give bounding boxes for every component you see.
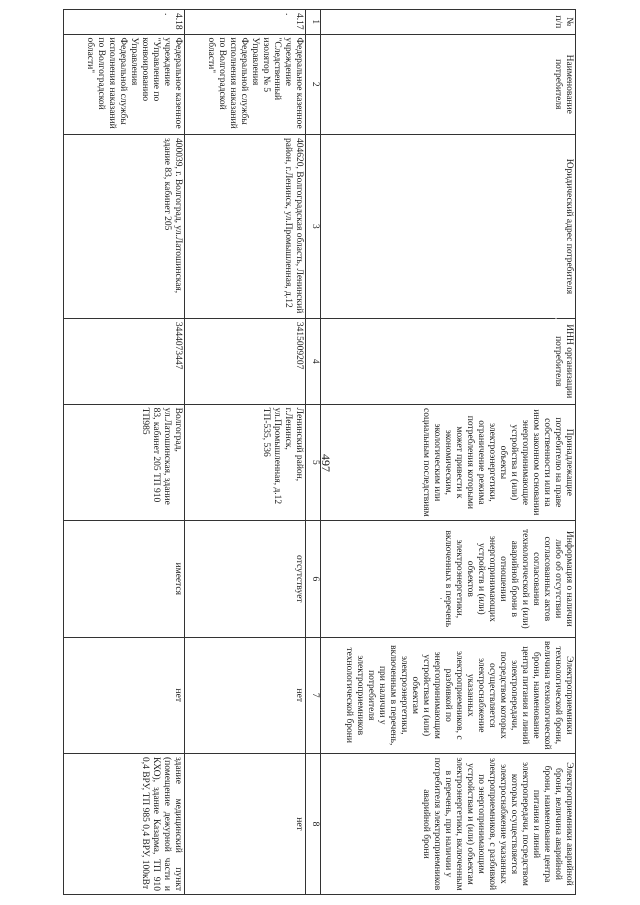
column-number: 7 — [306, 637, 321, 753]
column-number: 8 — [306, 753, 321, 894]
table-row — [64, 10, 185, 895]
column-number: 1 — [306, 10, 321, 35]
inn-value: 3415009207 — [185, 318, 306, 404]
acts-value: отсутствует — [185, 521, 306, 637]
row-number: 4.18. — [64, 10, 185, 35]
header-devices: Принадлежащие потребителю на праве собственности или на ином законном основании энергопринимающие устройства и (или) объекты электроэнергетики, ограничение режима потребления которыми может привести к экономическим, экологическим или социальным последствиям — [321, 404, 576, 520]
header-emergency-reserve: Электроприемники аварийной брони, величина аварийной брони, наименование центра питания и линий электропередачи, посредством которых осуществляется электроснабжение указанных электроприемников, с разбивкой по энергопринимающим устройствам и (или) объектам электроэнергетики, включенным в перечень, при наличии у потребителя электроприемников аварийной брони — [321, 753, 576, 894]
header-tech-reserve: Электроприемники технологической брони, величина технологической брони, наименование центра питания и линий электропередачи, посредством которых осуществляется электроснабжение указанных электроприемников, с разбивкой по энергопринимающим устройствам и (или) объектам электроэнергетики, включенным в перечень, при наличии у потребителя электроприемников технологической брони — [321, 637, 576, 753]
column-number-row — [306, 10, 321, 895]
scan-speck — [555, 318, 557, 319]
document-sheet — [64, 9, 576, 895]
scan-speck — [440, 598, 442, 599]
page-number: 497 — [319, 454, 333, 472]
header-consumer-name: Наименование потребителя — [321, 34, 576, 135]
devices-value: Волгоград, ул.Латошинская, здание 83, кабинет 205 ТП 910 ТП985 — [64, 404, 185, 520]
acts-value: имеется — [64, 521, 185, 637]
row-number: 4.17. — [185, 10, 306, 35]
column-number: 2 — [306, 34, 321, 135]
consumer-name: Федеральное казенное учреждение "Следственный изолятор № 5 Управления Федеральной службы исполнения наказаний по Волгоградской области" — [185, 34, 306, 135]
column-number: 5 — [306, 404, 321, 520]
column-number: 4 — [306, 318, 321, 404]
legal-address: 404620, Волгоградская область, Ленинский район, г.Ленинск, ул.Промышленная, д.12 — [185, 135, 306, 319]
header-inn: ИНН организации потребителя — [321, 318, 576, 404]
legal-address: 400039, г. Волгоград, ул.Латошинская, здание 83, кабинет 205 — [64, 135, 185, 319]
devices-value: Ленинский район, г.Ленинск, ул.Промышленная, д.12 ТП-535, 536 — [185, 404, 306, 520]
tech-reserve-value: нет — [64, 637, 185, 753]
consumer-name: Федеральное казенное учреждение "Управление по конвоированию Управления Федеральной службы исполнения наказаний по Волгоградской области" — [64, 34, 185, 135]
consumer-table — [63, 9, 576, 895]
emergency-reserve-value: нет — [185, 753, 306, 894]
table-header-row — [321, 10, 576, 895]
column-number: 3 — [306, 135, 321, 319]
table-row — [185, 10, 306, 895]
inn-value: 3444073447 — [64, 318, 185, 404]
header-acts-info: Информация о наличии либо об отсутствии согласованных актов согласования технологической и (или) аварийной брони в отношении энергопринимающих устройств и (или) объектов электроэнергетики, включенных в перечень — [321, 521, 576, 637]
header-legal-address: Юридический адрес потребителя — [321, 135, 576, 319]
header-number: № п/п — [321, 10, 576, 35]
emergency-reserve-value: здание медицинский пункт (помещение дежурной части и КХО), здание Казарма, ТП 910 0,4 ВРУ, ТП 985 0,4 ВРУ, 100кВт — [64, 753, 185, 894]
tech-reserve-value: нет — [185, 637, 306, 753]
column-number: 6 — [306, 521, 321, 637]
